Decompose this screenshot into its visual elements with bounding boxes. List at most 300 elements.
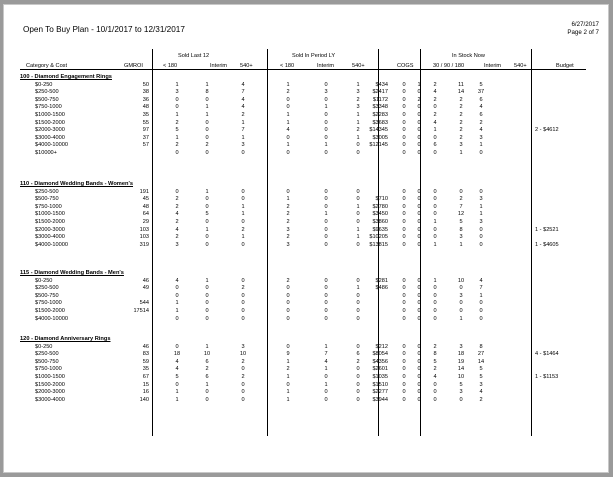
cogs-value: $2283	[372, 111, 388, 118]
in-stock-value: 0	[417, 285, 421, 292]
in-stock-value: 5	[479, 366, 483, 373]
sold-last-12-value: 3	[241, 343, 245, 350]
in-stock-value: 0	[402, 277, 406, 284]
sold-last-12-value: 4	[175, 226, 179, 233]
in-stock-value: 0	[402, 211, 406, 218]
in-stock-value: 0	[417, 351, 421, 358]
sold-period-ly-value: 0	[324, 300, 328, 307]
in-stock-value: 18	[457, 351, 465, 358]
gmroi-value: 191	[139, 188, 149, 195]
header-budget: Budget	[556, 63, 574, 69]
in-stock-value: 0	[417, 315, 421, 322]
table-row	[4, 82, 608, 89]
gmroi-value: 544	[139, 300, 149, 307]
in-stock-value: 2	[459, 134, 463, 141]
sold-period-ly-value: 0	[324, 218, 328, 225]
in-stock-value: 4	[433, 89, 437, 96]
cogs-value: $1510	[372, 381, 388, 388]
in-stock-value: 1	[433, 218, 437, 225]
gmroi-value: 38	[142, 89, 149, 96]
sold-period-ly-value: 1	[286, 373, 290, 380]
sold-last-12-value: 1	[241, 234, 245, 241]
in-stock-value: 0	[417, 119, 421, 126]
sold-period-ly-value: 1	[286, 196, 290, 203]
cost-range: $4000-10000	[35, 241, 68, 248]
sold-last-12-value: 10	[203, 351, 211, 358]
sold-last-12-value: 1	[175, 396, 179, 403]
sold-period-ly-value: 0	[356, 396, 360, 403]
in-stock-value: 0	[402, 300, 406, 307]
in-stock-value: 5	[479, 81, 483, 88]
sold-period-ly-value: 3	[324, 89, 328, 96]
sold-period-ly-value: 0	[356, 389, 360, 396]
sold-last-12-value: 3	[241, 142, 245, 149]
sold-period-ly-value: 9	[286, 351, 290, 358]
in-stock-value: 0	[433, 300, 437, 307]
sold-last-12-value: 3	[175, 241, 179, 248]
sold-period-ly-value: 0	[324, 396, 328, 403]
sold-period-ly-value: 2	[356, 127, 360, 134]
in-stock-value: 0	[433, 234, 437, 241]
in-stock-value: 0	[417, 211, 421, 218]
gmroi-value: 46	[142, 277, 149, 284]
cogs-value: $212	[375, 343, 388, 350]
sold-last-12-value: 0	[205, 127, 209, 134]
sold-period-ly-value: 1	[286, 142, 290, 149]
sold-last-12-value: 0	[205, 300, 209, 307]
sold-period-ly-value: 0	[356, 381, 360, 388]
in-stock-value: 0	[459, 307, 463, 314]
sold-last-12-value: 0	[205, 292, 209, 299]
sold-period-ly-value: 2	[286, 218, 290, 225]
cost-range: $750-1000	[35, 203, 62, 210]
sold-period-ly-value: 1	[286, 111, 290, 118]
gmroi-value: 48	[142, 104, 149, 111]
sold-last-12-value: 1	[241, 203, 245, 210]
in-stock-value: 0	[479, 300, 483, 307]
in-stock-value: 0	[433, 226, 437, 233]
sold-last-12-value: 0	[205, 119, 209, 126]
in-stock-value: 1	[479, 203, 483, 210]
sold-period-ly-value: 0	[324, 96, 328, 103]
in-stock-value: 5	[459, 381, 463, 388]
sold-period-ly-value: 0	[356, 373, 360, 380]
gmroi-value: 67	[142, 373, 149, 380]
table-row	[4, 242, 608, 249]
sold-period-ly-value: 0	[324, 119, 328, 126]
in-stock-value: 3	[479, 134, 483, 141]
sold-last-12-value: 4	[175, 277, 179, 284]
table-row	[4, 389, 608, 396]
table-row	[4, 293, 608, 300]
cost-range: $1000-1500	[35, 373, 65, 380]
gmroi-value: 16	[142, 389, 149, 396]
report-date-block	[567, 21, 599, 37]
in-stock-value: 27	[477, 351, 485, 358]
cogs-value: $3683	[372, 119, 388, 126]
sold-period-ly-value: 0	[324, 111, 328, 118]
sold-period-ly-value: 0	[324, 307, 328, 314]
sold-last-12-value: 3	[175, 89, 179, 96]
in-stock-value: 0	[402, 396, 406, 403]
gmroi-value: 15	[142, 381, 149, 388]
header-divider	[20, 69, 586, 70]
cogs-value: $9635	[372, 226, 388, 233]
sold-last-12-value: 0	[205, 134, 209, 141]
sold-period-ly-value: 1	[356, 134, 360, 141]
in-stock-value: 37	[477, 89, 485, 96]
header-ly-lt180: < 180	[280, 63, 295, 69]
sold-period-ly-value: 0	[286, 149, 290, 156]
sold-period-ly-value: 2	[356, 96, 360, 103]
header-s12-interim: Interim	[210, 63, 228, 69]
header-sold-period-ly: Sold In Period LY	[292, 53, 336, 59]
sold-period-ly-value: 0	[324, 373, 328, 380]
sold-last-12-value: 0	[175, 315, 179, 322]
sold-period-ly-value: 1	[324, 343, 328, 350]
in-stock-value: 0	[402, 127, 406, 134]
sold-last-12-value: 18	[173, 351, 181, 358]
cogs-value: $13815	[369, 241, 388, 248]
sold-last-12-value: 1	[205, 226, 209, 233]
table-row	[4, 196, 608, 203]
sold-period-ly-value: 0	[356, 188, 360, 195]
in-stock-value: 1	[459, 315, 463, 322]
in-stock-value: 0	[402, 188, 406, 195]
sold-last-12-value: 4	[175, 366, 179, 373]
sold-period-ly-value: 0	[356, 343, 360, 350]
section-header: 120 - Diamond Anniversary Rings	[20, 336, 111, 342]
in-stock-value: 4	[479, 389, 483, 396]
in-stock-value: 10	[457, 373, 465, 380]
sold-last-12-value: 0	[175, 96, 179, 103]
table-row	[4, 397, 608, 404]
sold-last-12-value: 0	[241, 277, 245, 284]
section-header: 100 - Diamond Engagement Rings	[20, 74, 112, 80]
in-stock-value: 3	[459, 142, 463, 149]
sold-last-12-value: 8	[205, 89, 209, 96]
in-stock-value: 2	[433, 81, 437, 88]
cost-range: $500-750	[35, 196, 59, 203]
table-row	[4, 227, 608, 234]
in-stock-value: 0	[402, 218, 406, 225]
cogs-value: $434	[375, 81, 388, 88]
sold-period-ly-value: 0	[324, 226, 328, 233]
sold-last-12-value: 0	[241, 300, 245, 307]
cost-range: $2000-3000	[35, 226, 65, 233]
cost-range: $250-500	[35, 285, 59, 292]
in-stock-value: 0	[402, 358, 406, 365]
sold-last-12-value: 0	[205, 149, 209, 156]
in-stock-value: 0	[479, 241, 483, 248]
table-row	[4, 366, 608, 373]
sold-period-ly-value: 1	[286, 358, 290, 365]
cogs-value: $1035	[372, 373, 388, 380]
in-stock-value: 2	[459, 196, 463, 203]
sold-last-12-value: 0	[241, 307, 245, 314]
sold-last-12-value: 4	[241, 96, 245, 103]
in-stock-value: 0	[417, 188, 421, 195]
sold-period-ly-value: 0	[356, 149, 360, 156]
in-stock-value: 0	[433, 104, 437, 111]
gmroi-value: 83	[142, 351, 149, 358]
cogs-value: $2780	[372, 203, 388, 210]
header-ly-540: 540+	[352, 63, 365, 69]
table-row	[4, 120, 608, 127]
in-stock-value: 7	[479, 285, 483, 292]
sold-period-ly-value: 2	[286, 211, 290, 218]
sold-period-ly-value: 1	[356, 234, 360, 241]
table-row	[4, 300, 608, 307]
sold-last-12-value: 1	[175, 111, 179, 118]
in-stock-value: 0	[402, 111, 406, 118]
sold-last-12-value: 1	[205, 343, 209, 350]
in-stock-value: 6	[479, 96, 483, 103]
sold-period-ly-value: 0	[324, 389, 328, 396]
in-stock-value: 11	[458, 81, 464, 88]
sold-period-ly-value: 0	[324, 277, 328, 284]
in-stock-value: 6	[433, 142, 437, 149]
sold-period-ly-value: 1	[286, 81, 290, 88]
in-stock-value: 0	[433, 285, 437, 292]
cogs-value: $10205	[369, 234, 388, 241]
sold-period-ly-value: 0	[286, 134, 290, 141]
gmroi-value: 37	[142, 134, 149, 141]
in-stock-value: 1	[433, 127, 437, 134]
sold-last-12-value: 2	[175, 142, 179, 149]
sold-period-ly-value: 1	[324, 381, 328, 388]
sold-last-12-value: 5	[205, 211, 209, 218]
in-stock-value: 4	[433, 373, 437, 380]
gmroi-value: 64	[142, 211, 149, 218]
in-stock-value: 3	[459, 343, 463, 350]
sold-period-ly-value: 3	[286, 226, 290, 233]
sold-period-ly-value: 2	[286, 277, 290, 284]
sold-period-ly-value: 0	[324, 234, 328, 241]
gmroi-value: 50	[142, 81, 149, 88]
in-stock-value: 0	[417, 396, 421, 403]
table-row	[4, 285, 608, 292]
in-stock-value: 0	[459, 300, 463, 307]
cost-range: $500-750	[35, 358, 59, 365]
cost-range: $0-250	[35, 277, 53, 284]
sold-last-12-value: 7	[241, 127, 245, 134]
sold-last-12-value: 0	[205, 241, 209, 248]
sold-period-ly-value: 0	[356, 196, 360, 203]
budget-value: 4 - $1464	[535, 351, 559, 358]
in-stock-value: 4	[479, 104, 483, 111]
sold-period-ly-value: 0	[356, 292, 360, 299]
in-stock-value: 0	[417, 292, 421, 299]
sold-period-ly-value: 1	[286, 389, 290, 396]
sold-period-ly-value: 0	[286, 343, 290, 350]
sold-last-12-value: 1	[175, 300, 179, 307]
gmroi-value: 45	[142, 196, 149, 203]
in-stock-value: 0	[433, 211, 437, 218]
in-stock-value: 1	[417, 81, 421, 88]
in-stock-value: 0	[417, 149, 421, 156]
cost-range: $4000-10000	[35, 315, 68, 322]
sold-last-12-value: 2	[241, 358, 245, 365]
sold-last-12-value: 0	[205, 96, 209, 103]
cost-range: $1500-2000	[35, 307, 65, 314]
sold-last-12-value: 1	[205, 188, 209, 195]
sold-period-ly-value: 4	[324, 358, 328, 365]
header-stock-ages: 30 / 90 / 180	[433, 63, 465, 69]
in-stock-value: 2	[459, 111, 463, 118]
in-stock-value: 2	[433, 343, 437, 350]
cogs-value: $710	[375, 196, 388, 203]
sold-period-ly-value: 0	[324, 241, 328, 248]
sold-period-ly-value: 1	[324, 142, 328, 149]
section-header: 115 - Diamond Wedding Bands - Men's	[20, 270, 124, 276]
in-stock-value: 19	[457, 358, 465, 365]
in-stock-value: 5	[433, 358, 437, 365]
sold-last-12-value: 1	[205, 381, 209, 388]
sold-last-12-value: 0	[241, 188, 245, 195]
header-ly-interim: Interim	[317, 63, 335, 69]
in-stock-value: 0	[417, 389, 421, 396]
sold-last-12-value: 4	[175, 358, 179, 365]
in-stock-value: 8	[433, 351, 437, 358]
cost-range: $0-250	[35, 343, 53, 350]
table-row	[4, 344, 608, 351]
in-stock-value: 0	[402, 234, 406, 241]
cost-range: $1000-1500	[35, 211, 65, 218]
in-stock-value: 5	[459, 218, 463, 225]
sold-last-12-value: 0	[175, 285, 179, 292]
page-number: Page 2 of 7	[567, 29, 599, 36]
in-stock-value: 0	[402, 351, 406, 358]
sold-last-12-value: 6	[205, 373, 209, 380]
in-stock-value: 2	[433, 96, 437, 103]
sold-period-ly-value: 1	[356, 226, 360, 233]
cogs-value: $8054	[372, 351, 388, 358]
header-cogs: COGS	[397, 63, 414, 69]
sold-period-ly-value: 0	[286, 307, 290, 314]
sold-last-12-value: 1	[205, 277, 209, 284]
sold-period-ly-value: 0	[356, 366, 360, 373]
table-row	[4, 351, 608, 358]
in-stock-value: 1	[479, 292, 483, 299]
in-stock-value: 0	[417, 142, 421, 149]
in-stock-value: 4	[479, 127, 483, 134]
sold-period-ly-value: 2	[286, 89, 290, 96]
in-stock-value: 0	[402, 134, 406, 141]
sold-last-12-value: 0	[205, 234, 209, 241]
sold-period-ly-value: 0	[356, 315, 360, 322]
cogs-value: $3450	[372, 211, 388, 218]
sold-period-ly-value: 0	[286, 300, 290, 307]
cost-range: $4000-10000	[35, 142, 68, 149]
cogs-value: $3348	[372, 104, 388, 111]
in-stock-value: 0	[402, 285, 406, 292]
sold-last-12-value: 2	[175, 119, 179, 126]
sold-period-ly-value: 1	[356, 111, 360, 118]
sold-period-ly-value: 1	[356, 203, 360, 210]
cost-range: $2000-3000	[35, 389, 65, 396]
sold-last-12-value: 0	[241, 218, 245, 225]
report-title: Open To Buy Plan - 10/1/2017 to 12/31/2017	[23, 25, 185, 34]
sold-last-12-value: 0	[241, 149, 245, 156]
header-gmroi: GMROI	[124, 63, 143, 69]
sold-last-12-value: 2	[205, 366, 209, 373]
sold-last-12-value: 10	[239, 351, 247, 358]
in-stock-value: 0	[417, 366, 421, 373]
in-stock-value: 1	[459, 149, 463, 156]
cost-range: $500-750	[35, 96, 59, 103]
cogs-value: $3860	[372, 218, 388, 225]
in-stock-value: 3	[479, 196, 483, 203]
sold-last-12-value: 0	[175, 292, 179, 299]
in-stock-value: 0	[433, 196, 437, 203]
sold-last-12-value: 5	[175, 127, 179, 134]
sold-period-ly-value: 0	[286, 104, 290, 111]
cost-range: $3000-4000	[35, 234, 65, 241]
in-stock-value: 0	[417, 218, 421, 225]
cogs-value: $2601	[372, 366, 388, 373]
sold-last-12-value: 2	[175, 196, 179, 203]
header-in-stock-now: In Stock Now	[452, 53, 485, 59]
sold-period-ly-value: 0	[286, 381, 290, 388]
in-stock-value: 5	[479, 373, 483, 380]
sold-last-12-value: 0	[241, 292, 245, 299]
in-stock-value: 7	[459, 203, 463, 210]
in-stock-value: 0	[402, 366, 406, 373]
cost-range: $1500-2000	[35, 218, 65, 225]
sold-period-ly-value: 3	[356, 89, 360, 96]
in-stock-value: 0	[479, 188, 483, 195]
sold-last-12-value: 0	[175, 104, 179, 111]
sold-period-ly-value: 0	[286, 188, 290, 195]
in-stock-value: 14	[457, 366, 465, 373]
cost-range: $0-250	[35, 81, 53, 88]
in-stock-value: 1	[433, 277, 437, 284]
table-row	[4, 142, 608, 149]
table-row	[4, 382, 608, 389]
in-stock-value: 2	[433, 111, 437, 118]
table-row	[4, 374, 608, 381]
gmroi-value: 103	[139, 234, 149, 241]
header-s12-540: 540+	[240, 63, 253, 69]
sold-period-ly-value: 6	[356, 351, 360, 358]
table-row	[4, 89, 608, 96]
sold-last-12-value: 0	[205, 315, 209, 322]
in-stock-value: 4	[433, 119, 437, 126]
in-stock-value: 1	[459, 241, 463, 248]
gmroi-value: 97	[142, 127, 149, 134]
cost-range: $250-500	[35, 89, 59, 96]
table-row	[4, 211, 608, 218]
sold-last-12-value: 0	[241, 315, 245, 322]
in-stock-value: 0	[417, 343, 421, 350]
in-stock-value: 0	[402, 292, 406, 299]
gmroi-value: 35	[142, 111, 149, 118]
sold-period-ly-value: 0	[356, 241, 360, 248]
budget-value: 1 - $2521	[535, 226, 559, 233]
in-stock-value: 3	[459, 389, 463, 396]
sold-period-ly-value: 2	[286, 203, 290, 210]
sold-period-ly-value: 0	[324, 188, 328, 195]
in-stock-value: 0	[402, 119, 406, 126]
gmroi-value: 46	[142, 343, 149, 350]
in-stock-value: 0	[402, 226, 406, 233]
sold-last-12-value: 0	[205, 196, 209, 203]
gmroi-value: 103	[139, 226, 149, 233]
in-stock-value: 0	[417, 277, 421, 284]
cost-range: $10000+	[35, 149, 57, 156]
sold-period-ly-value: 0	[324, 81, 328, 88]
